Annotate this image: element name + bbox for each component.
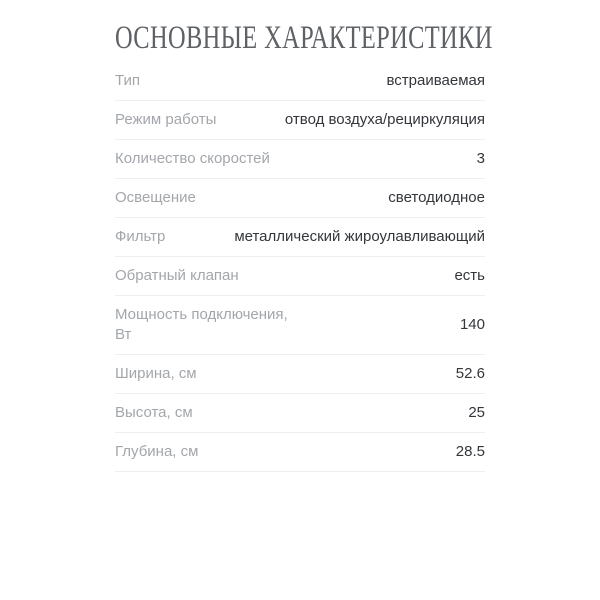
spec-value: 3 bbox=[476, 149, 485, 167]
spec-value: встраиваемая bbox=[386, 71, 485, 89]
spec-row-power bbox=[115, 296, 485, 355]
spec-label: Режим работы bbox=[115, 110, 217, 128]
spec-label: Обратный клапан bbox=[115, 266, 239, 284]
section-title-text: ОСНОВНЫЕ ХАРАКТЕРИСТИКИ bbox=[115, 20, 493, 56]
spec-table bbox=[115, 62, 485, 472]
spec-label: Высота, см bbox=[115, 403, 193, 421]
spec-row-check-valve bbox=[115, 257, 485, 296]
spec-row-depth bbox=[115, 433, 485, 472]
spec-label: Ширина, см bbox=[115, 364, 197, 382]
spec-row-filter bbox=[115, 218, 485, 257]
spec-value: есть bbox=[454, 266, 485, 284]
spec-value: отвод воздуха/рециркуляция bbox=[284, 110, 485, 128]
specs-section bbox=[115, 0, 493, 472]
spec-value: 52.6 bbox=[455, 364, 485, 382]
spec-value: 140 bbox=[459, 315, 485, 333]
spec-row-lighting bbox=[115, 179, 485, 218]
spec-row-speeds bbox=[115, 140, 485, 179]
spec-row-width bbox=[115, 355, 485, 394]
spec-value: металлический жироулавливающий bbox=[234, 227, 485, 245]
spec-label: Освещение bbox=[115, 188, 196, 206]
spec-label: Тип bbox=[115, 71, 141, 89]
spec-label: Количество скоростей bbox=[115, 149, 270, 167]
spec-row-mode bbox=[115, 101, 485, 140]
spec-value: 25 bbox=[468, 403, 485, 421]
section-title bbox=[115, 20, 493, 58]
spec-row-type bbox=[115, 62, 485, 101]
spec-label: Фильтр bbox=[115, 227, 166, 245]
spec-value: 28.5 bbox=[455, 442, 485, 460]
spec-value: светодиодное bbox=[388, 188, 485, 206]
spec-label: Мощность подключения, Вт bbox=[115, 305, 288, 343]
spec-row-height bbox=[115, 394, 485, 433]
spec-label: Глубина, см bbox=[115, 442, 199, 460]
